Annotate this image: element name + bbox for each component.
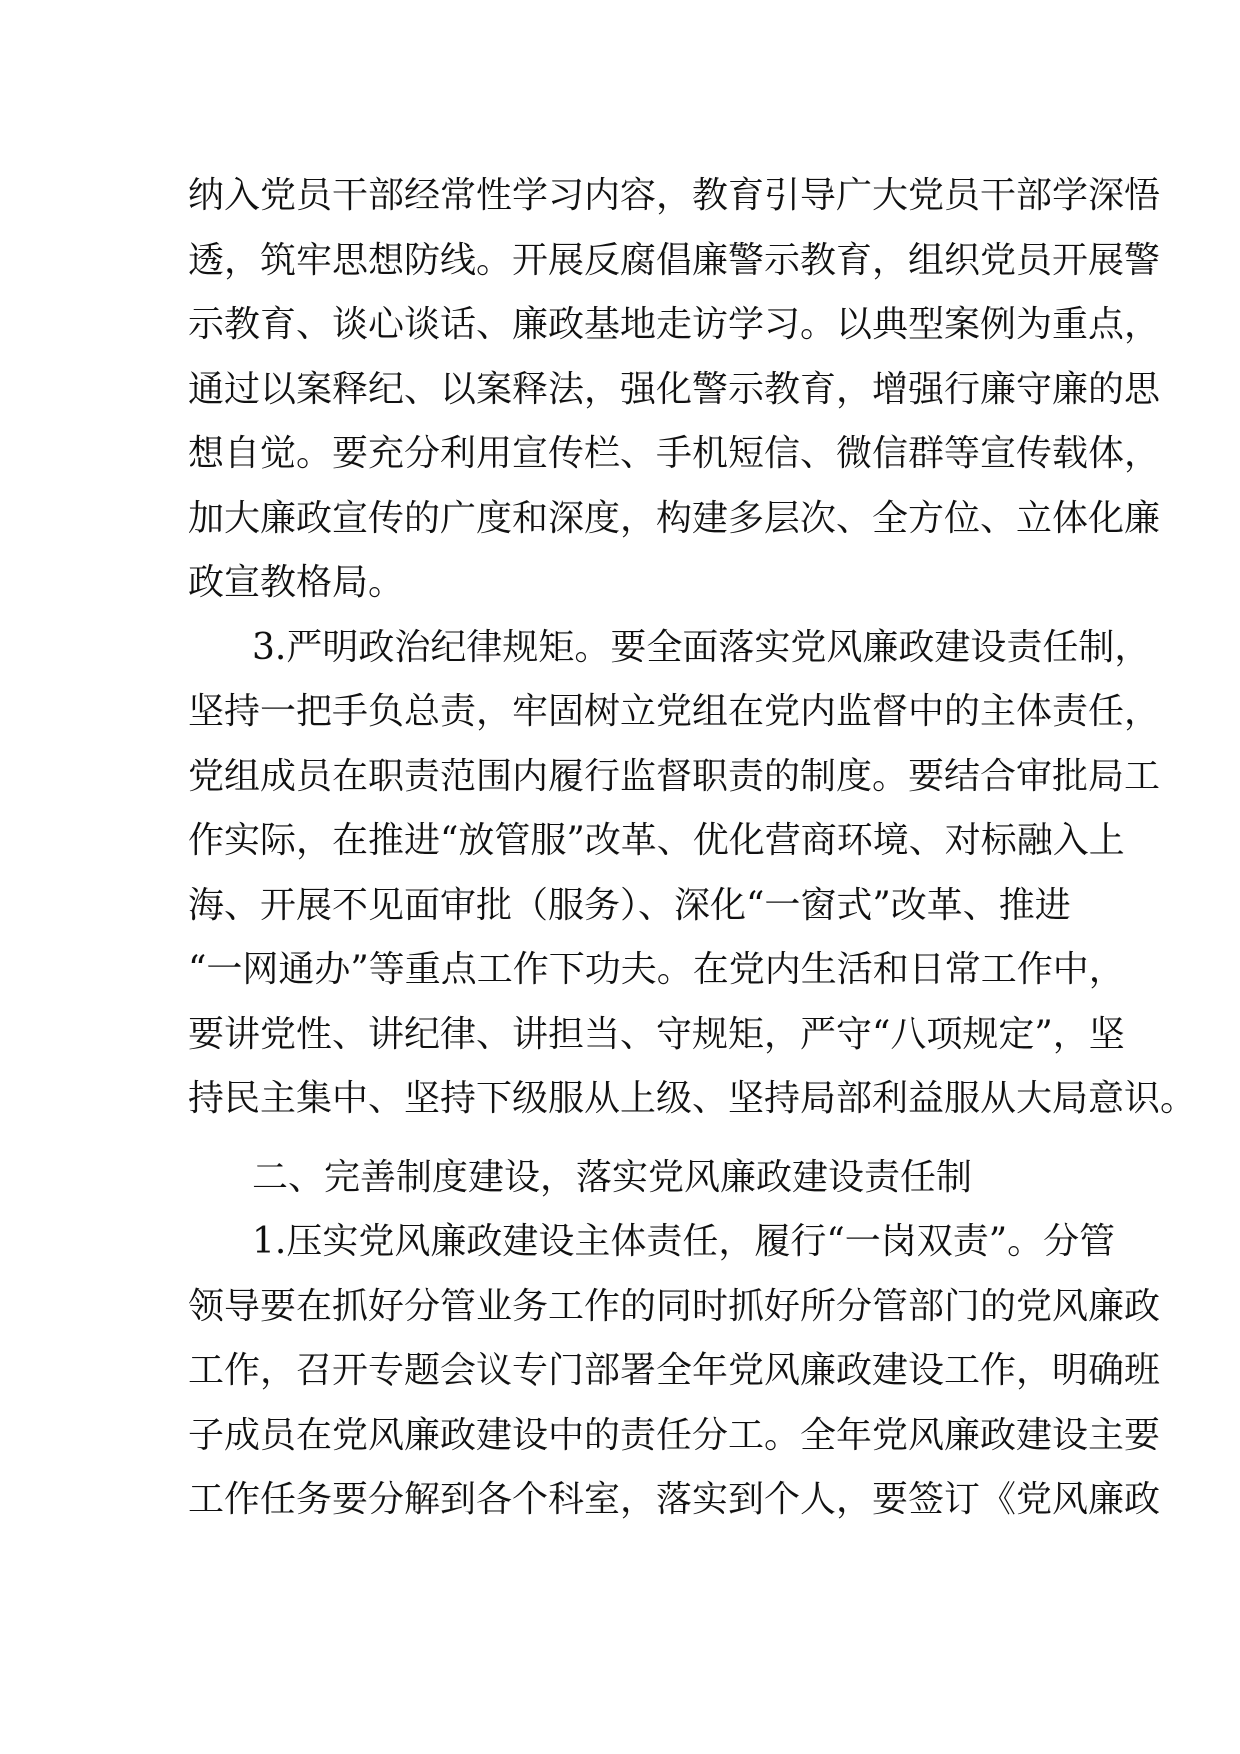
text-line: 子成员在党风廉政建设中的责任分工。全年党风廉政建设主要 [188,1414,1161,1456]
text-line: 加大廉政宣传的广度和深度，构建多层次、全方位、立体化廉 [188,497,1161,539]
text-line: 党组成员在职责范围内履行监督职责的制度。要结合审批局工 [188,755,1161,797]
text-line: 作实际，在推进“放管服”改革、优化营商环境、对标融入上 [188,820,1125,861]
text-line: “一网通办”等重点工作下功夫。在党内生活和日常工作中， [188,949,1125,990]
section-gap [188,1132,1088,1146]
section-heading: 二、完善制度建设，落实党风廉政建设责任制 [252,1156,973,1198]
text-line: 海、开展不见面审批（服务）、深化“一窗式”改革、推进 [188,884,1071,926]
text-line: 持民主集中、坚持下级服从上级、坚持局部利益服从大局意识。 [188,1078,1197,1119]
text-line: 纳入党员干部经常性学习内容，教育引导广大党员干部学深悟 [188,175,1161,216]
text-line: 通过以案释纪、以案释法，强化警示教育，增强行廉守廉的思 [188,368,1161,410]
text-line: 透，筑牢思想防线。开展反腐倡廉警示教育，组织党员开展警 [188,239,1161,281]
paragraph-start-line: 1.压实党风廉政建设主体责任，履行“一岗双责”。分管 [252,1221,1116,1262]
text-line: 坚持一把手负总责，牢固树立党组在党内监督中的主体责任， [188,691,1161,732]
text-line: 政宣教格局。 [188,562,405,603]
text-line: 想自觉。要充分利用宣传栏、手机短信、微信群等宣传载体， [188,433,1161,474]
paragraph-start-line: 3.严明政治纪律规矩。要全面落实党风廉政建设责任制， [252,626,1151,668]
text-line: 工作，召开专题会议专门部署全年党风廉政建设工作，明确班 [188,1350,1161,1391]
text-line: 工作任务要分解到各个科室，落实到个人，要签订《党风廉政 [188,1479,1161,1520]
text-line: 要讲党性、讲纪律、讲担当、守规矩，严守“八项规定”，坚 [188,1013,1125,1055]
body-text [188,164,1197,1533]
text-line: 示教育、谈心谈话、廉政基地走访学习。以典型案例为重点， [188,304,1161,345]
text-line: 领导要在抓好分管业务工作的同时抓好所分管部门的党风廉政 [188,1285,1161,1327]
